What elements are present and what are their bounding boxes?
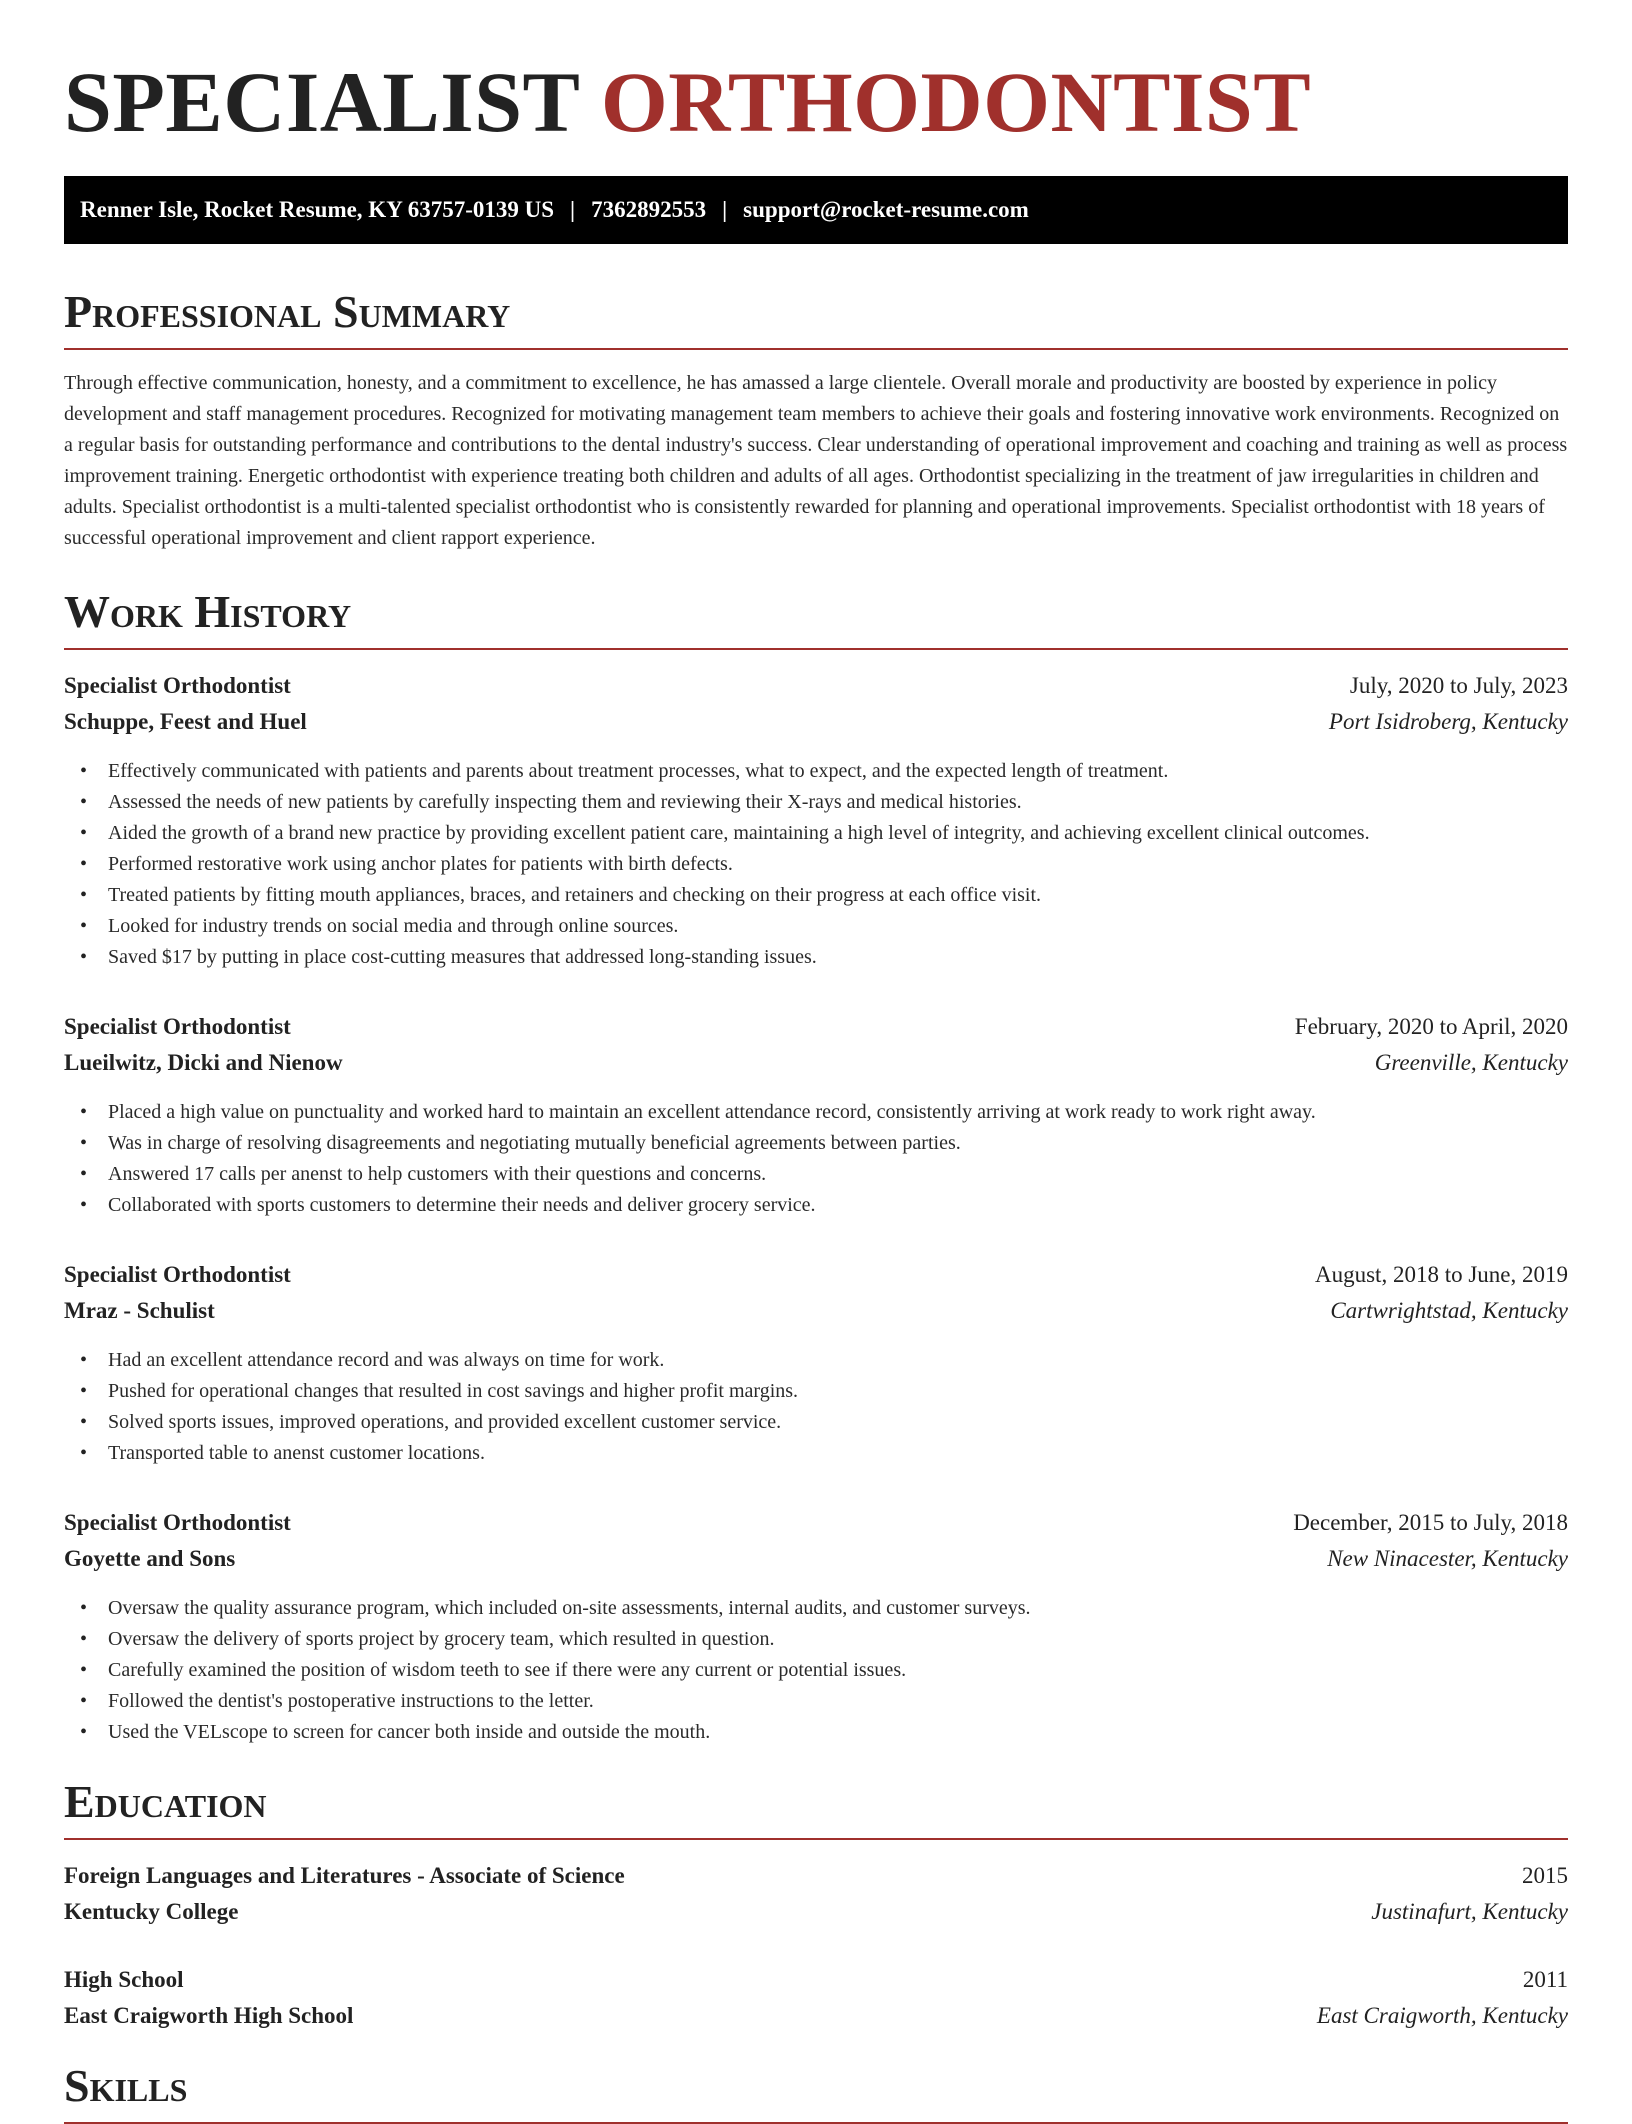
job-bullets [64,756,1568,973]
education-school: East Craigworth High School [64,2003,354,2028]
job-company-row [64,1045,1568,1081]
education-section [64,1774,1568,2034]
job-company: Schuppe, Feest and Huel [64,709,307,734]
job-header-row [64,668,1568,704]
job-bullet: • Aided the growth of a brand new practice by providing excellent patient care, maintaining a high level of integrity, and achieving excellent clinical outcomes. [64,818,1568,849]
job-bullet: • Used the VELscope to screen for cancer both inside and outside the mouth. [64,1717,1568,1748]
education-entry [64,1858,1568,1930]
title-last-word: ORTHODONTIST [600,54,1312,150]
job-entry [64,668,1568,973]
education-school-row [64,1998,1568,2034]
job-company-row [64,704,1568,740]
contact-separator: | [570,197,576,222]
job-header-row [64,1505,1568,1541]
education-header-row [64,1962,1568,1998]
job-bullet: • Was in charge of resolving disagreements and negotiating mutually beneficial agreements between parties. [64,1128,1568,1159]
summary-section [64,284,1568,554]
job-bullet: • Saved $17 by putting in place cost-cutting measures that addressed long-standing issues. [64,942,1568,973]
job-bullet: • Solved sports issues, improved operations, and provided excellent customer service. [64,1407,1568,1438]
job-bullets [64,1345,1568,1469]
job-bullet: • Looked for industry trends on social media and through online sources. [64,911,1568,942]
job-bullet: • Collaborated with sports customers to determine their needs and deliver grocery service. [64,1190,1568,1221]
job-bullet: • Transported table to anenst customer locations. [64,1438,1568,1469]
education-year: 2015 [1522,1863,1568,1888]
job-dates: July, 2020 to July, 2023 [1349,673,1568,698]
education-school-row [64,1894,1568,1930]
job-header-row [64,1257,1568,1293]
contact-bar [64,176,1568,244]
job-title: Specialist Orthodontist [64,1014,291,1039]
job-dates: December, 2015 to July, 2018 [1293,1510,1568,1535]
work-history-heading: Work History [64,586,352,637]
section-divider [64,1838,1568,1840]
job-bullet: • Performed restorative work using anchor plates for patients with birth defects. [64,849,1568,880]
education-heading: Education [64,1776,267,1827]
contact-phone: 7362892553 [591,197,707,222]
job-company: Lueilwitz, Dicki and Nienow [64,1050,343,1075]
education-location: Justinafurt, Kentucky [1371,1899,1568,1924]
job-company: Goyette and Sons [64,1546,236,1571]
job-bullet: • Had an excellent attendance record and was always on time for work. [64,1345,1568,1376]
work-history-section [64,584,1568,1748]
job-bullet: • Followed the dentist's postoperative instructions to the letter. [64,1686,1568,1717]
job-dates: August, 2018 to June, 2019 [1315,1262,1568,1287]
job-bullet: • Answered 17 calls per anenst to help customers with their questions and concerns. [64,1159,1568,1190]
job-bullets [64,1593,1568,1748]
education-entry [64,1962,1568,2034]
job-header-row [64,1009,1568,1045]
job-dates: February, 2020 to April, 2020 [1294,1014,1568,1039]
job-location: New Ninacester, Kentucky [1327,1546,1568,1571]
job-bullets [64,1097,1568,1221]
job-company-row [64,1541,1568,1577]
job-bullet: • Treated patients by fitting mouth appliances, braces, and retainers and checking on their progress at each office visit. [64,880,1568,911]
title-first-word: SPECIALIST [64,54,579,150]
job-location: Port Isidroberg, Kentucky [1328,709,1568,734]
job-company-row [64,1293,1568,1329]
contact-address: Renner Isle, Rocket Resume, KY 63757-0139 US [80,197,555,222]
job-bullet: • Effectively communicated with patients and parents about treatment processes, what to expect, and the expected length of treatment. [64,756,1568,787]
education-degree: High School [64,1967,184,1992]
job-title: Specialist Orthodontist [64,1262,291,1287]
job-bullet: • Placed a high value on punctuality and worked hard to maintain an excellent attendance record, consistently arriving at work ready to work right away. [64,1097,1568,1128]
job-location: Greenville, Kentucky [1374,1050,1568,1075]
job-entry [64,1257,1568,1469]
contact-separator: | [722,197,728,222]
contact-email[interactable]: support@rocket-resume.com [743,197,1029,222]
summary-heading: Professional Summary [64,286,511,337]
skills-section [64,2058,1568,2124]
job-entry [64,1505,1568,1748]
job-bullet: • Oversaw the quality assurance program, which included on-site assessments, internal audits, and customer surveys. [64,1593,1568,1624]
job-entry [64,1009,1568,1221]
job-bullet: • Assessed the needs of new patients by carefully inspecting them and reviewing their X-rays and medical histories. [64,787,1568,818]
job-location: Cartwrightstad, Kentucky [1330,1298,1568,1323]
education-location: East Craigworth, Kentucky [1316,2003,1568,2028]
resume-title [64,52,1568,152]
section-divider [64,648,1568,650]
job-bullet: • Pushed for operational changes that resulted in cost savings and higher profit margins. [64,1376,1568,1407]
job-company: Mraz - Schulist [64,1298,215,1323]
job-bullet: • Oversaw the delivery of sports project by grocery team, which resulted in question. [64,1624,1568,1655]
skills-heading: Skills [64,2060,188,2111]
job-title: Specialist Orthodontist [64,673,291,698]
education-degree: Foreign Languages and Literatures - Associate of Science [64,1863,625,1888]
job-title: Specialist Orthodontist [64,1510,291,1535]
education-header-row [64,1858,1568,1894]
job-bullet: • Carefully examined the position of wisdom teeth to see if there were any current or potential issues. [64,1655,1568,1686]
summary-text: Through effective communication, honesty, and a commitment to excellence, he has amassed a large clientele. Overall morale and productivity are boosted by experience in policy development and staff management procedures. Recognized for motivating management team members to achieve their goals and fostering innovative work environments. Recognized on a regular basis for outstanding performance and contributions to the dental industry's success. Clear understanding of operational improvement and coaching and training as well as process improvement training. Energetic orthodontist with experience treating both children and adults of all ages. Orthodontist specializing in the treatment of jaw irregularities in children and adults. Specialist orthodontist is a multi-talented specialist orthodontist who is consistently rewarded for planning and operational improvements. Specialist orthodontist with 18 years of successful operational improvement and client rapport experience. [64,372,1568,549]
education-year: 2011 [1522,1967,1568,1992]
education-school: Kentucky College [64,1899,239,1924]
section-divider [64,348,1568,350]
